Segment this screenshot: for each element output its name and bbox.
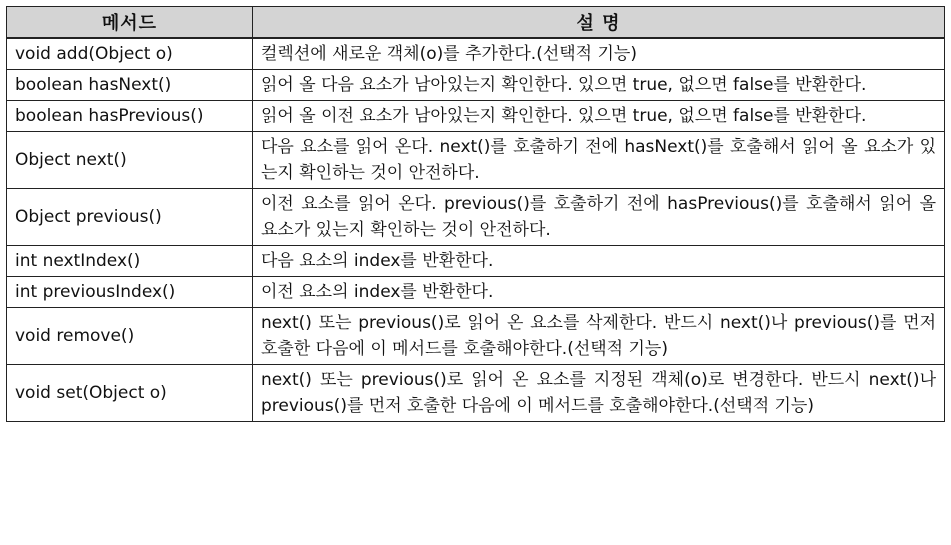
table-row bbox=[7, 365, 945, 422]
method-cell: int nextIndex() bbox=[7, 246, 253, 277]
description-cell: 다음 요소의 index를 반환한다. bbox=[253, 246, 945, 277]
column-header-description: 설 명 bbox=[253, 7, 945, 39]
description-cell: 다음 요소를 읽어 온다. next()를 호출하기 전에 hasNext()를 호출해서 읽어 올 요소가 있는지 확인하는 것이 안전하다. bbox=[253, 132, 945, 189]
description-cell: 읽어 올 이전 요소가 남아있는지 확인한다. 있으면 true, 없으면 false를 반환한다. bbox=[253, 101, 945, 132]
table-header-row bbox=[7, 7, 945, 39]
description-cell: 컬렉션에 새로운 객체(o)를 추가한다.(선택적 기능) bbox=[253, 38, 945, 70]
column-header-method: 메서드 bbox=[7, 7, 253, 39]
table-row bbox=[7, 308, 945, 365]
method-cell: boolean hasNext() bbox=[7, 70, 253, 101]
description-cell: next() 또는 previous()로 읽어 온 요소를 삭제한다. 반드시 next()나 previous()를 먼저 호출한 다음에 이 메서드를 호출해야한다.(선택적 기능) bbox=[253, 308, 945, 365]
method-cell: Object next() bbox=[7, 132, 253, 189]
method-cell: void add(Object o) bbox=[7, 38, 253, 70]
table-row bbox=[7, 277, 945, 308]
description-cell: next() 또는 previous()로 읽어 온 요소를 지정된 객체(o)로 변경한다. 반드시 next()나 previous()를 먼저 호출한 다음에 이 메서드를 호출해야한다.(선택적 기능) bbox=[253, 365, 945, 422]
table-row bbox=[7, 132, 945, 189]
table-row bbox=[7, 246, 945, 277]
table-row bbox=[7, 38, 945, 70]
method-cell: void remove() bbox=[7, 308, 253, 365]
description-cell: 읽어 올 다음 요소가 남아있는지 확인한다. 있으면 true, 없으면 false를 반환한다. bbox=[253, 70, 945, 101]
table-row bbox=[7, 101, 945, 132]
method-cell: int previousIndex() bbox=[7, 277, 253, 308]
table-row bbox=[7, 70, 945, 101]
method-cell: boolean hasPrevious() bbox=[7, 101, 253, 132]
listiterator-method-table bbox=[6, 6, 945, 422]
method-cell: Object previous() bbox=[7, 189, 253, 246]
table-row bbox=[7, 189, 945, 246]
description-cell: 이전 요소의 index를 반환한다. bbox=[253, 277, 945, 308]
description-cell: 이전 요소를 읽어 온다. previous()를 호출하기 전에 hasPrevious()를 호출해서 읽어 올 요소가 있는지 확인하는 것이 안전하다. bbox=[253, 189, 945, 246]
method-cell: void set(Object o) bbox=[7, 365, 253, 422]
